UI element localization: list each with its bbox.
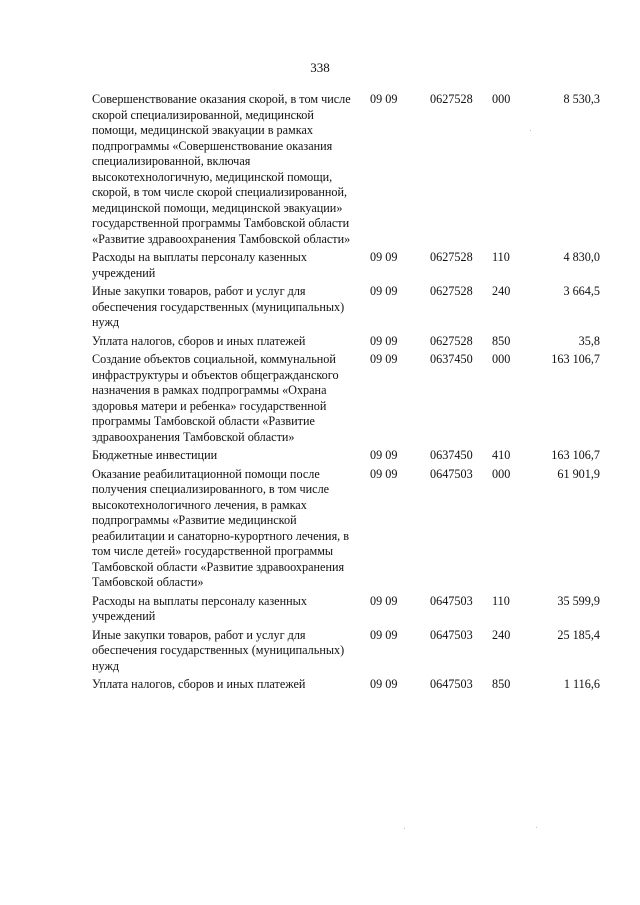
row-name: Оказание реабилитационной помощи после получения специализированного, в том числе высокотехнологичного лечения, в рамках подпрограммы «Развитие медицинской реабилитации и санаторно-курортного лечения, в том числе детей» государственной программы Тамбовской области «Развитие здравоохранения Тамбовской области» (92, 466, 350, 589)
table-row (92, 352, 600, 448)
row-sum: 25 185,4 (557, 627, 600, 642)
scan-speck (536, 827, 537, 828)
row-sum: 1 116,6 (563, 677, 600, 691)
scan-speck (530, 130, 531, 131)
row-sum: 163 106,7 (551, 352, 600, 366)
row-vr: 240 (492, 284, 511, 298)
row-name: Совершенствование оказания скорой, в том числе скорой специализированной, медицинской помощи, медицинской эвакуации в рамках подпрограммы «Совершенствование оказания специализированной, включая высокотехнологичную, медицинской помощи, скорой, в том числе скорой специализированной, медицинской помощи, медицинской эвакуации» государственной программы Тамбовской области «Развитие здравоохранения Тамбовской области» (92, 92, 351, 246)
row-csr: 0637450 (430, 448, 473, 462)
row-csr: 0647503 (430, 677, 473, 691)
page-number: 338 (310, 60, 330, 75)
row-csr: 0627528 (430, 92, 473, 106)
row-vr: 410 (492, 448, 511, 462)
row-name: Бюджетные инвестиции (92, 448, 218, 462)
row-vr: 110 (492, 250, 510, 264)
row-section: 09 09 (370, 448, 398, 462)
row-section: 09 09 (370, 466, 398, 481)
budget-table (92, 92, 600, 696)
scan-speck (404, 828, 405, 829)
row-vr: 850 (492, 333, 511, 348)
row-csr: 0627528 (430, 284, 473, 298)
row-section: 09 09 (370, 352, 398, 366)
table-row (92, 448, 600, 467)
row-sum: 35 599,9 (557, 593, 600, 608)
table-row (92, 628, 600, 678)
row-sum: 4 830,0 (563, 250, 600, 264)
row-csr: 0647503 (430, 627, 473, 642)
table-row (92, 594, 600, 628)
row-section: 09 09 (370, 92, 398, 106)
row-sum: 163 106,7 (551, 448, 600, 462)
row-section: 09 09 (370, 593, 398, 608)
row-name: Иные закупки товаров, работ и услуг для обеспечения государственных (муниципальных) нужд (92, 627, 345, 673)
row-sum: 8 530,3 (563, 92, 600, 106)
row-section: 09 09 (370, 250, 398, 264)
row-name: Расходы на выплаты персоналу казенных учреждений (92, 250, 307, 280)
row-vr: 000 (492, 92, 511, 106)
table-row (92, 250, 600, 284)
row-section: 09 09 (370, 333, 398, 348)
row-vr: 240 (492, 627, 511, 642)
row-sum: 3 664,5 (563, 284, 600, 298)
row-section: 09 09 (370, 284, 398, 298)
table-row (92, 92, 600, 250)
row-name: Расходы на выплаты персоналу казенных учреждений (92, 593, 307, 623)
row-csr: 0627528 (430, 250, 473, 264)
table-row (92, 334, 600, 353)
row-name: Уплата налогов, сборов и иных платежей (92, 333, 306, 348)
row-csr: 0647503 (430, 466, 473, 481)
row-vr: 000 (492, 466, 511, 481)
table-row (92, 677, 600, 696)
row-csr: 0647503 (430, 593, 473, 608)
row-sum: 61 901,9 (557, 466, 600, 481)
row-section: 09 09 (370, 627, 398, 642)
row-vr: 000 (492, 352, 511, 366)
table-row (92, 467, 600, 594)
row-name: Уплата налогов, сборов и иных платежей (92, 677, 306, 691)
row-vr: 110 (492, 593, 510, 608)
row-name: Создание объектов социальной, коммунальной инфраструктуры и объектов общегражданского назначения в рамках подпрограммы «Охрана здоровья матери и ребенка» государственной программы Тамбовской области «Развитие здравоохранения Тамбовской области» (92, 352, 339, 444)
row-name: Иные закупки товаров, работ и услуг для обеспечения государственных (муниципальных) нужд (92, 284, 345, 329)
row-vr: 850 (492, 677, 511, 691)
row-csr: 0637450 (430, 352, 473, 366)
row-csr: 0627528 (430, 333, 473, 348)
row-section: 09 09 (370, 677, 398, 691)
row-sum: 35,8 (578, 333, 600, 348)
table-row (92, 284, 600, 334)
